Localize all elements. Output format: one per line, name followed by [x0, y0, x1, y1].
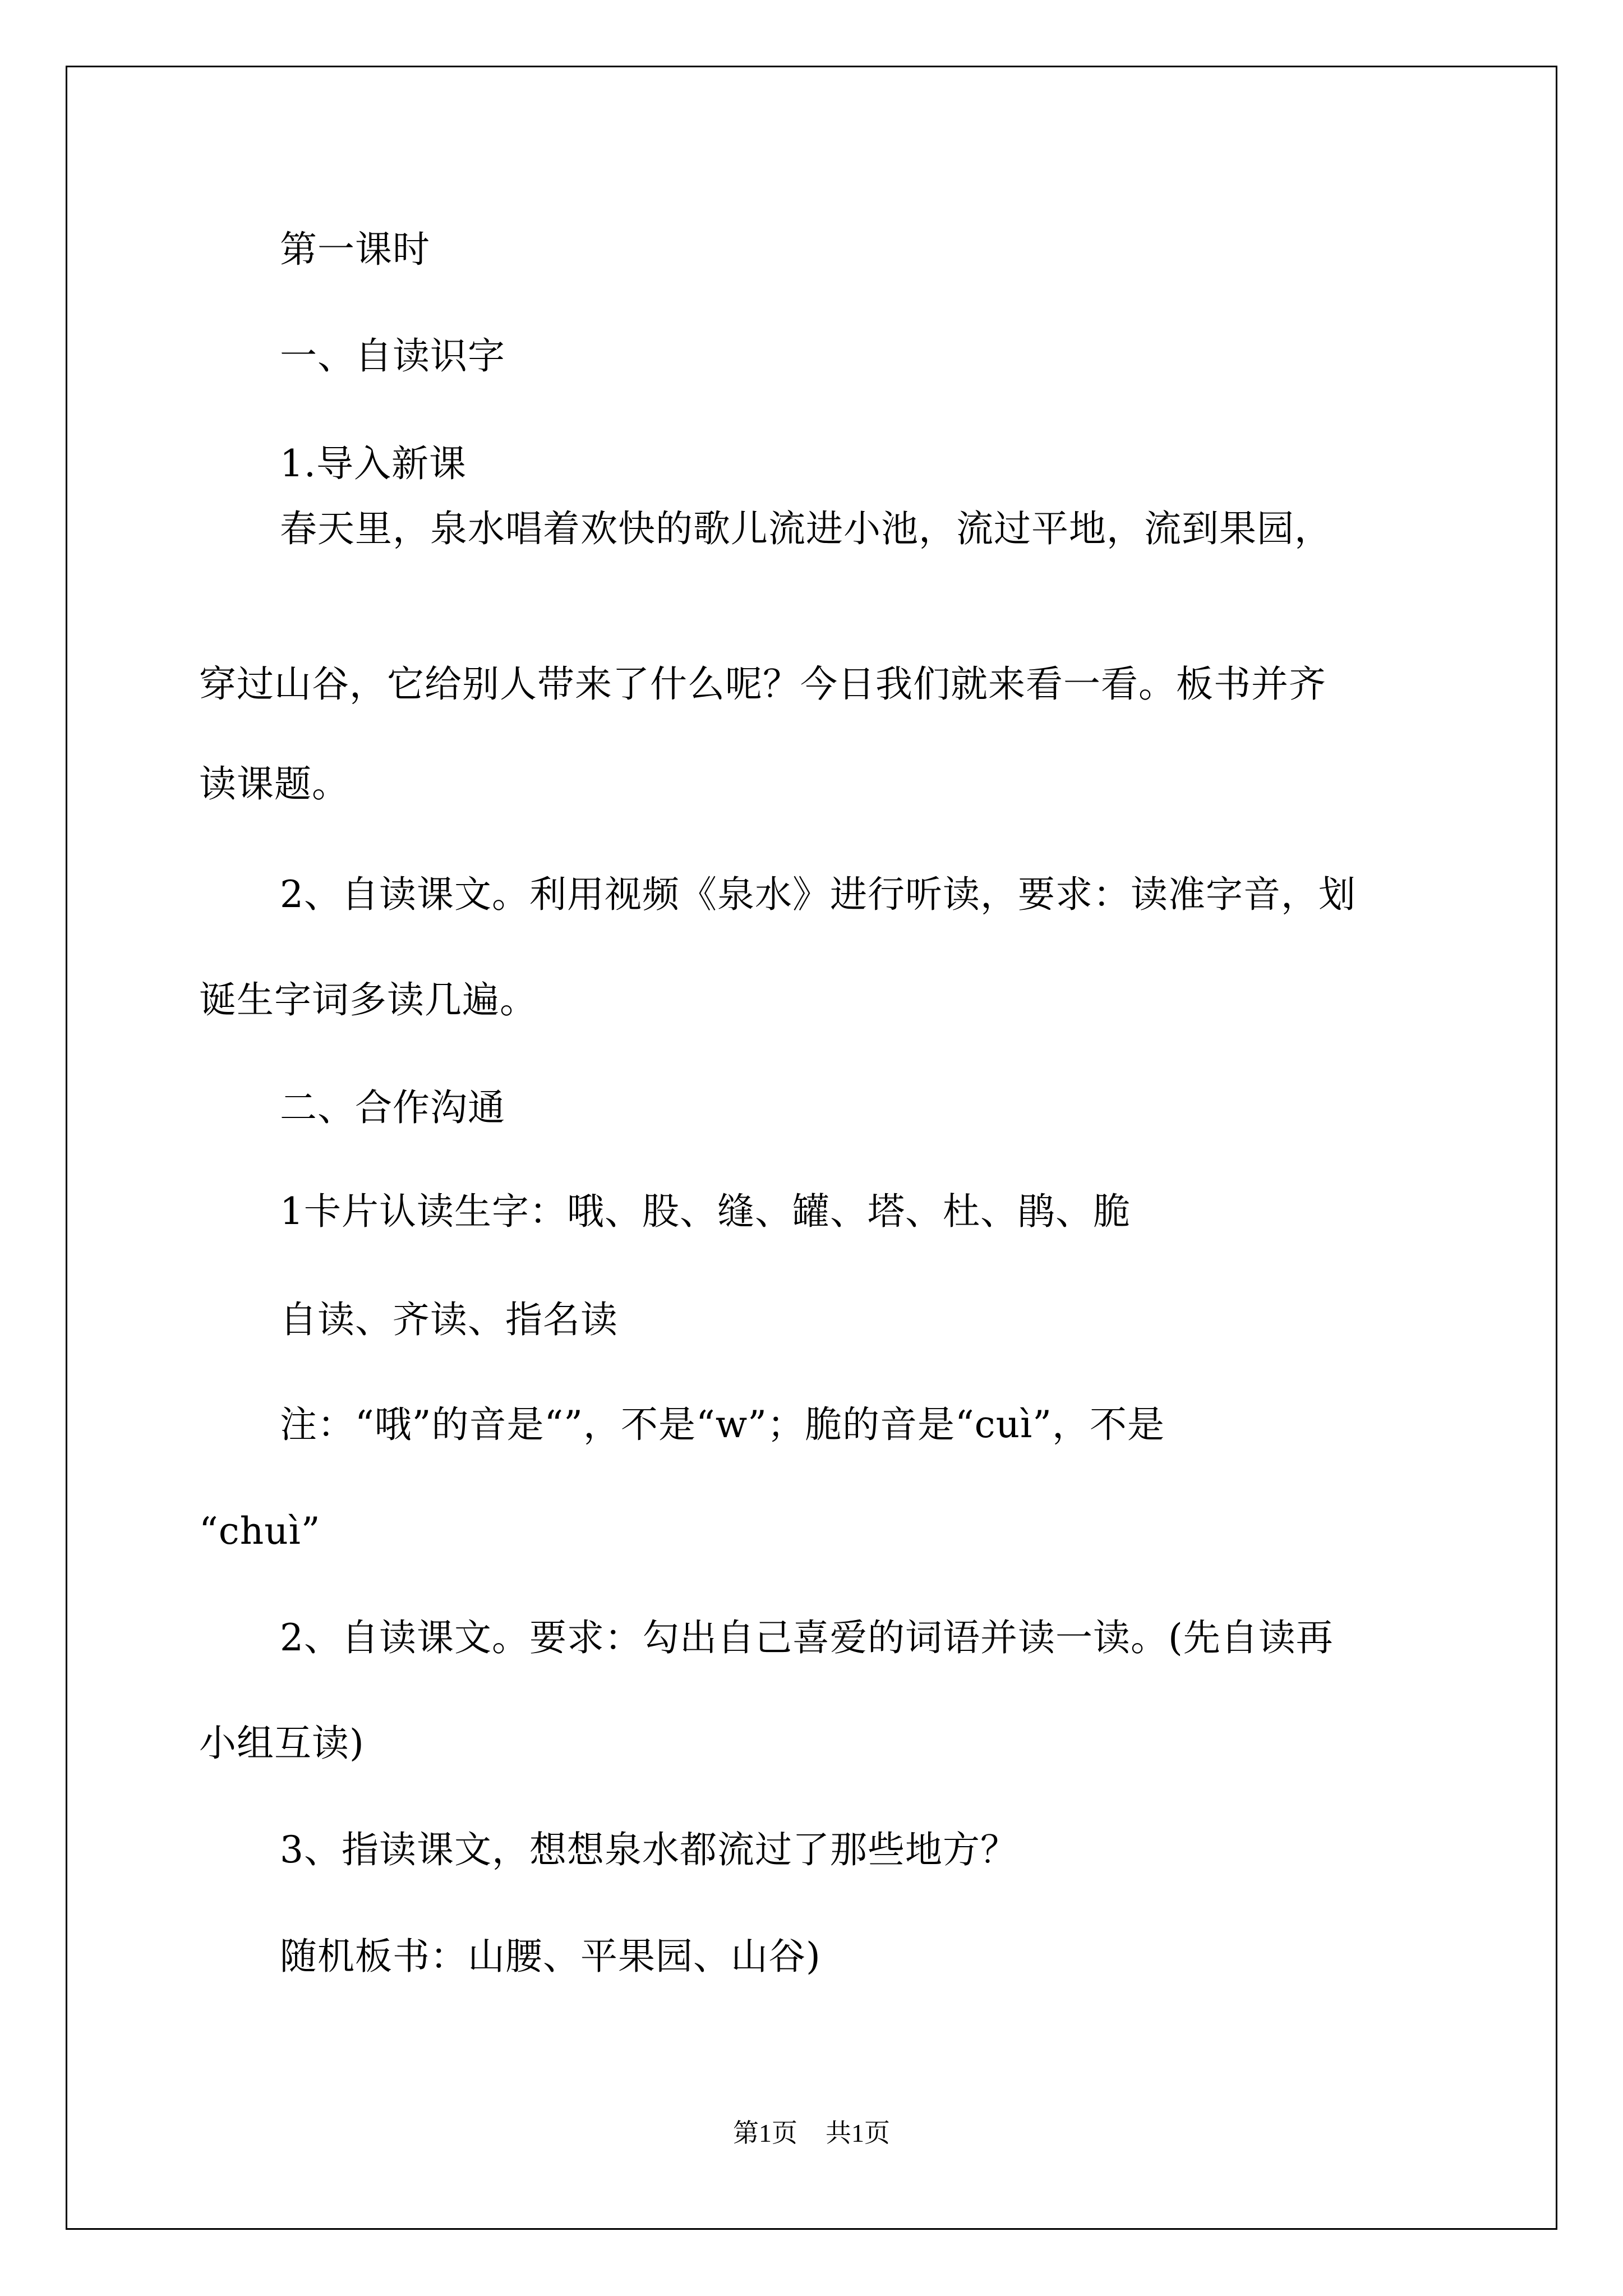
text-line-paragraph-1b: 穿过山谷，它给别人带来了什么呢？今日我们就来看一看。板书并齐	[199, 662, 1326, 706]
text-line-paragraph-1c: 读课题。	[199, 762, 349, 806]
text-line-heading-2: 二、合作沟通	[280, 1086, 505, 1129]
text-line-paragraph-3b: 小组互读)	[199, 1722, 365, 1765]
page-border	[66, 66, 1557, 2230]
text-line-paragraph-3a: 2、自读课文。要求：勾出自己喜爱的词语并读一读。(先自读再	[280, 1616, 1334, 1659]
page-number: 第1页	[733, 2119, 797, 2147]
text-line-paragraph-2a: 2、自读课文。利用视频《泉水》进行听读，要求：读准字音，划	[280, 873, 1356, 916]
text-line-card-reading: 1卡片认读生字：哦、股、缝、罐、塔、杜、鹃、脆	[280, 1190, 1131, 1233]
text-line-reading-methods: 自读、齐读、指名读	[280, 1298, 618, 1341]
page-total: 共1页	[826, 2119, 890, 2147]
text-line-board-notes: 随机板书：山腰、平果园、山谷)	[280, 1935, 821, 1978]
text-line-subheading-1: 1.导入新课	[280, 442, 467, 485]
text-line-note-a: 注：“哦”的音是“”，不是“w”；脆的音是“cuì”，不是	[280, 1403, 1165, 1446]
text-line-note-b: “chuì”	[199, 1510, 321, 1553]
text-line-paragraph-1a: 春天里，泉水唱着欢快的歌儿流进小池，流过平地，流到果园，	[280, 507, 1332, 550]
text-line-section-title: 第一课时	[280, 228, 430, 271]
text-line-paragraph-4: 3、指读课文，想想泉水都流过了那些地方？	[280, 1828, 1018, 1871]
text-line-paragraph-2b: 诞生字词多读几遍。	[199, 978, 537, 1022]
page-footer	[0, 2118, 1623, 2149]
text-line-heading-1: 一、自读识字	[280, 334, 505, 378]
